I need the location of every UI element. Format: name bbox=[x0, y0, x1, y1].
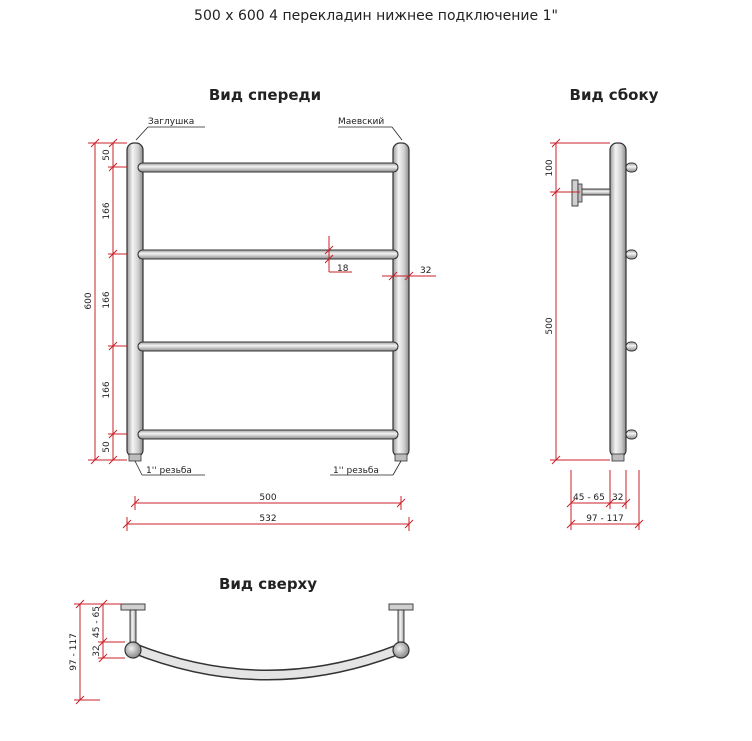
side-bar-stub-2 bbox=[626, 250, 637, 259]
dim-width-outer-text: 532 bbox=[259, 514, 277, 524]
dim-seg-1: 50 bbox=[102, 149, 112, 161]
right-thread bbox=[395, 454, 407, 461]
top-left-mount-plate bbox=[121, 604, 145, 610]
dim-bar-diameter-text: 18 bbox=[337, 264, 349, 274]
dim-width-inner-text: 500 bbox=[259, 493, 277, 503]
crossbar-4 bbox=[138, 430, 398, 439]
crossbar-2 bbox=[138, 250, 398, 259]
side-mount-cap bbox=[578, 184, 582, 202]
dim-seg-3: 166 bbox=[102, 291, 112, 309]
side-dim-depth-text: 45 - 65 bbox=[573, 493, 605, 503]
thread-right-label: 1'' резьба bbox=[333, 466, 379, 476]
side-mount-arm bbox=[580, 189, 610, 195]
side-upright bbox=[610, 143, 626, 457]
left-thread bbox=[129, 454, 141, 461]
side-bar-stub-3 bbox=[626, 342, 637, 351]
side-dim-top-text: 100 bbox=[545, 159, 555, 177]
dim-total-height-text: 600 bbox=[84, 292, 94, 310]
drawing-title: 500 x 600 4 перекладин нижнее подключение 1" bbox=[194, 8, 558, 24]
top-dim-mount-text: 45 - 65 bbox=[92, 606, 102, 638]
dim-pipe-diameter-text: 32 bbox=[420, 266, 432, 276]
crossbar-3 bbox=[138, 342, 398, 351]
thread-left-leader bbox=[135, 461, 142, 475]
top-left-pipe bbox=[125, 642, 141, 658]
side-bar-stub-1 bbox=[626, 163, 637, 172]
plug-label: Заглушка bbox=[148, 117, 195, 127]
left-upright bbox=[127, 143, 143, 457]
thread-right-leader bbox=[393, 461, 401, 475]
crossbar-1 bbox=[138, 163, 398, 172]
dim-seg-4: 166 bbox=[102, 381, 112, 399]
front-view-heading: Вид спереди bbox=[208, 86, 322, 104]
top-left-mount-arm bbox=[130, 610, 136, 642]
side-view-heading: Вид сбоку bbox=[569, 86, 659, 104]
side-dim-pipe-text: 32 bbox=[612, 493, 624, 503]
side-bar-stub-4 bbox=[626, 430, 637, 439]
side-dim-total-text: 97 - 117 bbox=[586, 514, 624, 524]
air-vent-leader bbox=[392, 127, 402, 140]
right-upright bbox=[393, 143, 409, 457]
top-dim-total-text: 97 - 117 bbox=[69, 633, 79, 671]
top-right-mount-arm bbox=[398, 610, 404, 642]
side-mount-plate bbox=[572, 180, 578, 206]
air-vent-label: Маевский bbox=[338, 117, 385, 127]
top-right-mount-plate bbox=[389, 604, 413, 610]
dim-seg-5: 50 bbox=[102, 441, 112, 453]
side-thread bbox=[612, 454, 624, 461]
dim-seg-2: 166 bbox=[102, 202, 112, 220]
top-right-pipe bbox=[393, 642, 409, 658]
top-view-heading: Вид сверху bbox=[218, 575, 318, 593]
thread-left-label: 1'' резьба bbox=[146, 466, 192, 476]
side-dim-main-text: 500 bbox=[545, 317, 555, 335]
top-dim-pipe-text: 32 bbox=[92, 645, 102, 657]
plug-leader bbox=[136, 127, 148, 140]
